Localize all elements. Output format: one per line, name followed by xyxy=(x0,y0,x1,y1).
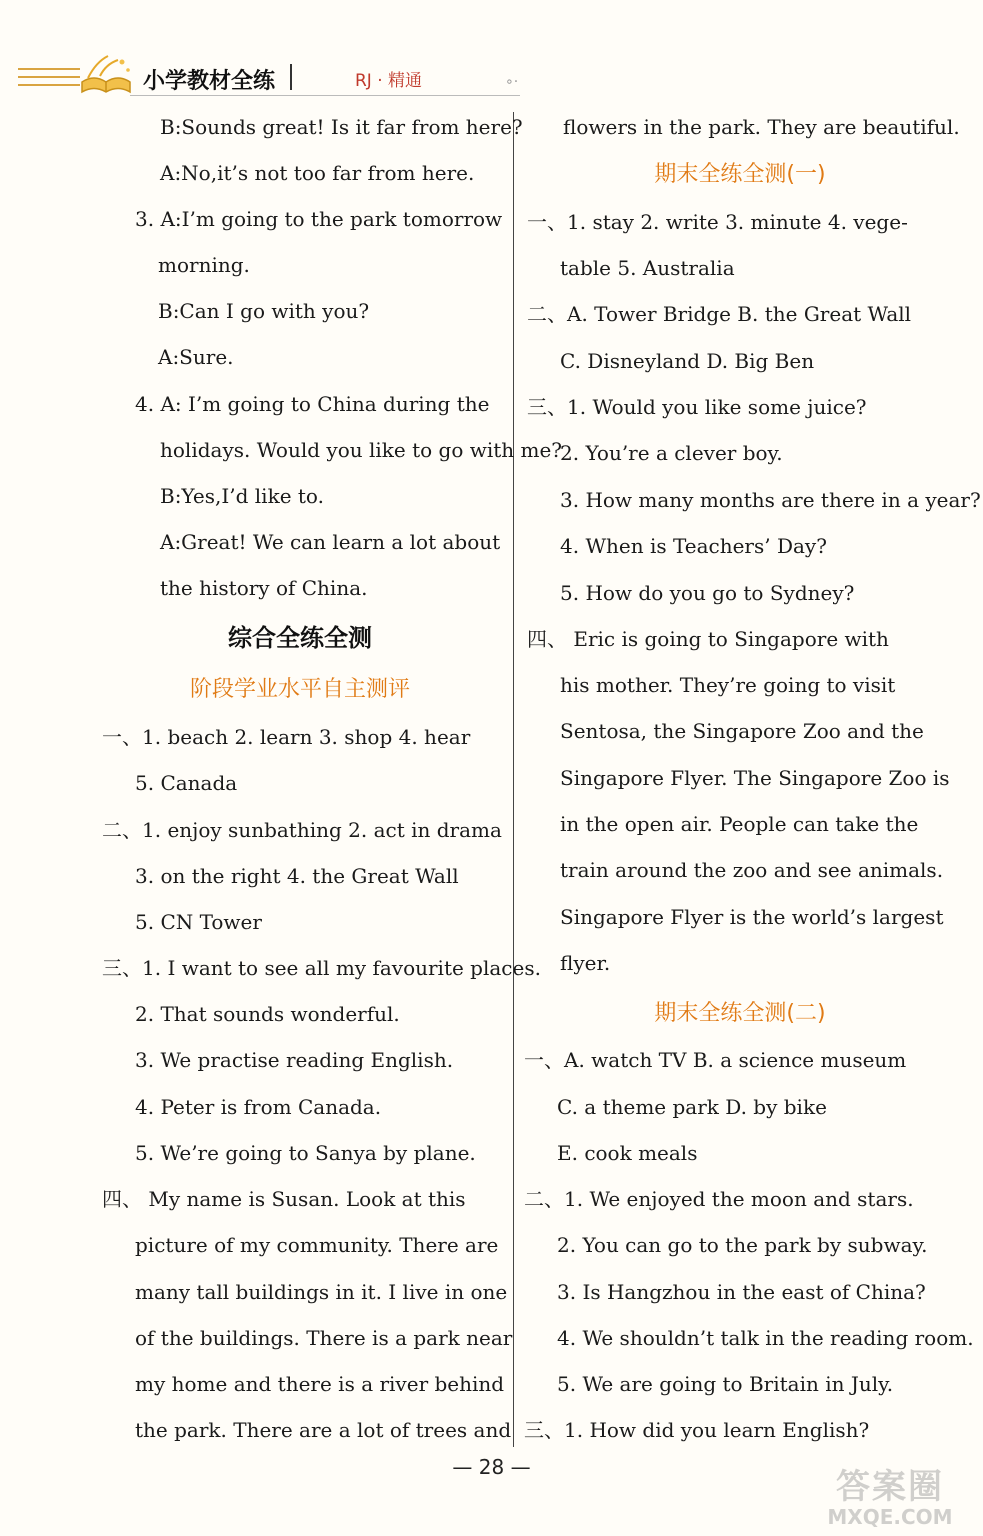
answer-line: 3. on the right 4. the Great Wall xyxy=(135,864,459,888)
answer-line: Singapore Flyer. The Singapore Zoo is xyxy=(560,766,950,790)
answer-line: 2. That sounds wonderful. xyxy=(135,1002,400,1026)
answer-line: the park. There are a lot of trees and xyxy=(135,1418,512,1442)
answer-line: A:Great! We can learn a lot about xyxy=(160,530,501,554)
answer-line: 4. We shouldn’t talk in the reading room. xyxy=(557,1326,974,1350)
answer-line: 4. When is Teachers’ Day? xyxy=(560,534,827,558)
answer-line: 3. Is Hangzhou in the east of China? xyxy=(557,1280,926,1304)
answer-line: picture of my community. There are xyxy=(135,1233,499,1257)
answer-line: C. a theme park D. by bike xyxy=(557,1095,827,1119)
section-title: 期末全练全测(一) xyxy=(654,162,826,187)
answer-line: 5. How do you go to Sydney? xyxy=(560,581,855,605)
section-title: 期末全练全测(二) xyxy=(654,1001,826,1026)
answer-line: many tall buildings in it. I live in one xyxy=(135,1280,508,1304)
answer-line: table 5. Australia xyxy=(560,256,735,280)
answer-line: B:Yes,I’d like to. xyxy=(160,484,324,508)
answer-line: 三、1. How did you learn English? xyxy=(524,1418,870,1442)
answer-line: 二、1. We enjoyed the moon and stars. xyxy=(524,1187,914,1211)
answer-line: 3. We practise reading English. xyxy=(135,1048,454,1072)
answer-line: 三、1. I want to see all my favourite places. xyxy=(102,956,541,980)
open-book-icon xyxy=(78,52,134,96)
header-ornament: ∘· xyxy=(505,74,519,90)
answer-line: morning. xyxy=(158,253,250,277)
page-header xyxy=(0,0,983,110)
answer-line: B:Can I go with you? xyxy=(158,299,370,323)
answer-line: 5. CN Tower xyxy=(135,910,262,934)
answer-line: 一、1. stay 2. write 3. minute 4. vege- xyxy=(527,210,908,234)
answer-line: 4. Peter is from Canada. xyxy=(135,1095,382,1119)
header-rule xyxy=(130,95,520,96)
header-separator xyxy=(290,64,292,90)
answer-line: his mother. They’re going to visit xyxy=(560,673,896,697)
answer-line: 2. You’re a clever boy. xyxy=(560,441,783,465)
edition-label: RJ · 精通 xyxy=(355,71,423,91)
section-title: 综合全练全测 xyxy=(228,624,372,652)
answer-line: flowers in the park. They are beautiful. xyxy=(563,115,960,139)
answer-line: E. cook meals xyxy=(557,1141,698,1165)
answer-line: 3. A:I’m going to the park tomorrow xyxy=(135,207,503,231)
series-title: 小学教材全练 xyxy=(143,69,276,94)
answer-line: of the buildings. There is a park near xyxy=(135,1326,513,1350)
answer-line: the history of China. xyxy=(160,576,368,600)
watermark-en: MXQE.COM xyxy=(827,1505,953,1529)
answer-line: 3. How many months are there in a year? xyxy=(560,488,981,512)
section-title: 阶段学业水平自主测评 xyxy=(189,677,410,702)
page-number: — 28 — xyxy=(452,1455,531,1479)
answer-line: in the open air. People can take the xyxy=(560,812,919,836)
answer-line: train around the zoo and see animals. xyxy=(560,858,944,882)
answer-line: holidays. Would you like to go with me? xyxy=(160,438,563,462)
answer-line: my home and there is a river behind xyxy=(135,1372,505,1396)
answer-line: 三、1. Would you like some juice? xyxy=(527,395,867,419)
answer-line: C. Disneyland D. Big Ben xyxy=(560,349,815,373)
answer-line: 一、A. watch TV B. a science museum xyxy=(524,1048,907,1072)
answer-line: 2. You can go to the park by subway. xyxy=(557,1233,928,1257)
answer-line: A:Sure. xyxy=(158,345,234,369)
answer-line: 5. We’re going to Sanya by plane. xyxy=(135,1141,476,1165)
answer-line: 一、1. beach 2. learn 3. shop 4. hear xyxy=(102,725,471,749)
answer-line: 二、1. enjoy sunbathing 2. act in drama xyxy=(102,818,502,842)
answer-line: 二、A. Tower Bridge B. the Great Wall xyxy=(527,302,912,326)
answer-line: flyer. xyxy=(560,951,611,975)
answer-line: B:Sounds great! Is it far from here? xyxy=(160,115,523,139)
answer-line: Sentosa, the Singapore Zoo and the xyxy=(560,719,924,743)
answer-line: 4. A: I’m going to China during the xyxy=(135,392,490,416)
column-divider xyxy=(513,112,514,1447)
answer-line: 四、 Eric is going to Singapore with xyxy=(527,627,889,651)
watermark-logo xyxy=(805,1468,975,1530)
header-decorative-lines xyxy=(18,68,80,92)
answer-line: Singapore Flyer is the world’s largest xyxy=(560,905,944,929)
watermark-cn: 答案圈 xyxy=(836,1467,944,1507)
answer-line: 5. We are going to Britain in July. xyxy=(557,1372,894,1396)
answer-line: 5. Canada xyxy=(135,771,238,795)
answer-line: 四、 My name is Susan. Look at this xyxy=(102,1187,466,1211)
answer-line: A:No,it’s not too far from here. xyxy=(160,161,475,185)
